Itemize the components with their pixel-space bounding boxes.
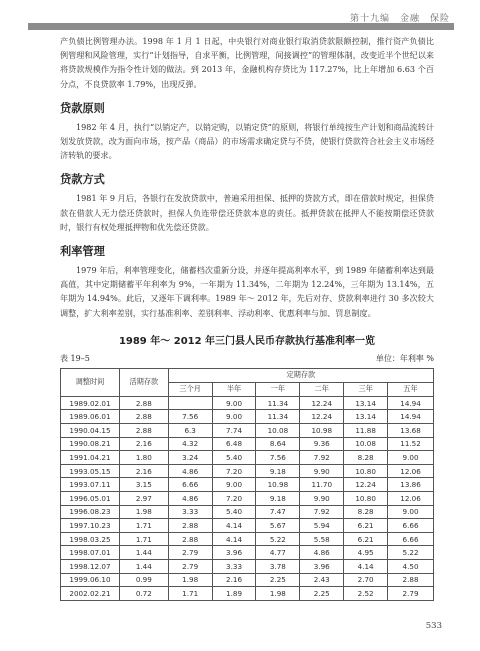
table-cell: 8.28 <box>344 505 388 519</box>
table-cell: 4.14 <box>212 532 256 546</box>
table-cell: 13.14 <box>344 410 388 424</box>
table-cell: 5.22 <box>388 546 434 560</box>
table-cell: 1.44 <box>119 559 168 573</box>
table-cell: 1.71 <box>119 519 168 533</box>
header-current-deposit: 活期存款 <box>119 368 168 396</box>
table-cell: 8.28 <box>344 451 388 465</box>
table-cell: 13.86 <box>388 478 434 492</box>
table-row <box>61 451 434 465</box>
table-cell: 10.98 <box>300 424 344 438</box>
table-cell: 6.3 <box>168 424 212 438</box>
table-cell: 10.80 <box>344 492 388 506</box>
table-cell: 7.47 <box>256 505 300 519</box>
table-cell: 9.00 <box>212 478 256 492</box>
table-cell: 4.86 <box>168 464 212 478</box>
table-row <box>61 410 434 424</box>
table-cell: 9.90 <box>300 492 344 506</box>
table-cell: 13.14 <box>344 396 388 410</box>
table-row <box>61 546 434 560</box>
table-cell: 7.20 <box>212 464 256 478</box>
table-cell: 2.79 <box>168 559 212 573</box>
table-cell: 5.22 <box>256 532 300 546</box>
running-header: 第十九编 金融 保险 <box>349 14 450 24</box>
table-cell: 7.92 <box>300 451 344 465</box>
table-row <box>61 424 434 438</box>
table-cell: 10.08 <box>256 424 300 438</box>
header-term-1-year: 一年 <box>256 382 300 396</box>
intro-paragraph: 产负债比例管理办法。1998 年 1 月 1 日起，中央银行对商业银行取消贷款限额控制，推行资产负债比例管理和风险管理，实行“计划指导，自求平衡，比例管理，间接调控”的管理体制，改变近半个世纪以来将贷款规模作为指令性计划的做法。到 2013 年，金融机构存贷比为 117.27%，比上年增加 6.63 个百分点，不良贷款率 1.79%，出现反弹。 <box>60 36 434 89</box>
table-title: 1989 年～ 2012 年三门县人民币存款执行基准利率一览 <box>118 335 376 347</box>
table-cell: 4.50 <box>388 559 434 573</box>
table-cell: 11.34 <box>256 410 300 424</box>
table-cell: 7.56 <box>256 451 300 465</box>
table-cell: 2.43 <box>300 573 344 587</box>
table-cell: 13.68 <box>388 424 434 438</box>
table-cell: 2.97 <box>119 492 168 506</box>
section-body-loan-methods: 1981 年 9 月后，各银行在发放贷款中，普遍采用担保、抵押的贷款方式，即在借款时规定，担保贷款在借款人无力偿还贷款时，担保人负连带偿还贷款本息的责任。抵押贷款在抵押人不能按期偿还贷款时，银行有权处理抵押物和优先偿还贷款。 <box>60 193 434 232</box>
table-cell: 1.71 <box>168 587 212 601</box>
page-number: 533 <box>425 621 442 631</box>
table-cell: 1997.10.23 <box>61 519 120 533</box>
table-cell: 9.00 <box>388 451 434 465</box>
table-cell: 5.58 <box>300 532 344 546</box>
table-cell: 12.06 <box>388 492 434 506</box>
table-cell: 0.99 <box>119 573 168 587</box>
table-cell: 4.14 <box>344 559 388 573</box>
table-cell: 14.94 <box>388 396 434 410</box>
table-cell: 9.00 <box>388 505 434 519</box>
table-row <box>61 532 434 546</box>
table-cell: 2.52 <box>344 587 388 601</box>
table-label: 表 19–5 <box>60 353 90 363</box>
table-cell: 4.77 <box>256 546 300 560</box>
table-cell: 1989.02.01 <box>61 396 120 410</box>
table-cell: 12.24 <box>300 410 344 424</box>
table-cell: 2.16 <box>119 464 168 478</box>
header-term-3-months: 三个月 <box>168 382 212 396</box>
table-cell: 3.96 <box>212 546 256 560</box>
table-cell: 2002.02.21 <box>61 587 120 601</box>
table-cell: 1996.08.23 <box>61 505 120 519</box>
table-row <box>61 505 434 519</box>
table-cell: 1990.04.15 <box>61 424 120 438</box>
table-cell: 4.32 <box>168 437 212 451</box>
table-cell: 10.80 <box>344 464 388 478</box>
table-cell: 9.18 <box>256 464 300 478</box>
table-row <box>61 492 434 506</box>
table-cell: 2.88 <box>168 519 212 533</box>
table-cell: 0.72 <box>119 587 168 601</box>
table-cell: 6.66 <box>388 532 434 546</box>
table-cell: 1996.05.01 <box>61 492 120 506</box>
interest-rate-table <box>60 368 434 601</box>
table-cell: 2.25 <box>300 587 344 601</box>
table-cell: 10.08 <box>344 437 388 451</box>
table-cell: 9.36 <box>300 437 344 451</box>
header-term-2-years: 二年 <box>300 382 344 396</box>
table-cell: 2.79 <box>168 546 212 560</box>
table-cell: 3.96 <box>300 559 344 573</box>
header-fixed-deposit: 定期存款 <box>168 368 433 382</box>
table-cell: 3.33 <box>168 505 212 519</box>
table-row <box>61 478 434 492</box>
table-row <box>61 437 434 451</box>
table-cell: 12.24 <box>300 396 344 410</box>
table-row <box>61 464 434 478</box>
table-cell: 6.21 <box>344 519 388 533</box>
table-cell: 1990.08.21 <box>61 437 120 451</box>
table-cell: 1998.07.01 <box>61 546 120 560</box>
table-cell: 1993.07.11 <box>61 478 120 492</box>
table-cell: 6.21 <box>344 532 388 546</box>
table-cell: 7.20 <box>212 492 256 506</box>
table-unit: 单位：年利率 % <box>375 353 434 363</box>
table-cell: 1.80 <box>119 451 168 465</box>
table-cell: 6.66 <box>168 478 212 492</box>
table-cell: 1998.12.07 <box>61 559 120 573</box>
table-cell: 4.95 <box>344 546 388 560</box>
table-cell: 11.70 <box>300 478 344 492</box>
table-cell: 11.88 <box>344 424 388 438</box>
table-cell: 7.56 <box>168 410 212 424</box>
table-cell: 10.98 <box>256 478 300 492</box>
table-cell: 9.00 <box>212 396 256 410</box>
table-cell: 1998.03.25 <box>61 532 120 546</box>
header-term-half-year: 半年 <box>212 382 256 396</box>
table-meta <box>60 353 434 364</box>
table-cell: 5.40 <box>212 505 256 519</box>
section-heading-loan-principles: 贷款原则 <box>60 101 105 115</box>
table-cell: 2.88 <box>388 573 434 587</box>
table-cell: 9.00 <box>212 410 256 424</box>
table-cell: 14.94 <box>388 410 434 424</box>
table-cell: 3.15 <box>119 478 168 492</box>
table-cell: 2.88 <box>119 410 168 424</box>
table-cell: 3.78 <box>256 559 300 573</box>
table-cell: 2.25 <box>256 573 300 587</box>
table-cell: 2.16 <box>119 437 168 451</box>
table-cell: 12.24 <box>344 478 388 492</box>
section-body-loan-principles: 1982 年 4 月，执行“以销定产，以销定购，以销定贷”的原则，将银行单纯按生产计划和商品流转计划发放贷款，改为面向市场，按产品（商品）的市场需求确定贷与不贷，使银行贷款符合社会主义市场经济转轨的要求。 <box>60 121 434 161</box>
section-heading-loan-methods: 贷款方式 <box>60 173 105 187</box>
table-cell: 1.98 <box>119 505 168 519</box>
table-cell: 1.71 <box>119 532 168 546</box>
table-cell: 7.74 <box>212 424 256 438</box>
section-body-interest-management: 1979 年后，利率管理变化，储蓄档次重新分设，并逐年提高利率水平，到 1989 年储蓄利率达到最高值，其中定期储蓄平年利率为 9%，一年期为 11.34%，二年期为 12.24%，三年期为 13.14%，五年期为 14.94%。此后，又逐年下调利率。1989 年～ 2012 年，先后对存、贷款利率进行 30 多次较大调整，扩大利率差别，实行基准利率、差别利率、浮动利率、优惠利率与加、罚息制度。 <box>60 265 434 318</box>
header-term-5-years: 五年 <box>388 382 434 396</box>
table-cell: 4.86 <box>168 492 212 506</box>
table-cell: 2.79 <box>388 587 434 601</box>
table-cell: 2.88 <box>119 424 168 438</box>
table-cell: 1.98 <box>168 573 212 587</box>
table-cell: 4.86 <box>300 546 344 560</box>
table-cell: 1.98 <box>256 587 300 601</box>
table-cell: 6.48 <box>212 437 256 451</box>
table-row <box>61 573 434 587</box>
table-cell: 5.67 <box>256 519 300 533</box>
table-cell: 12.06 <box>388 464 434 478</box>
table-cell: 9.18 <box>256 492 300 506</box>
table-cell: 8.64 <box>256 437 300 451</box>
table-cell: 1.44 <box>119 546 168 560</box>
table-row <box>61 396 434 410</box>
table-cell: 5.40 <box>212 451 256 465</box>
table-cell: 2.88 <box>119 396 168 410</box>
table-cell <box>168 396 212 410</box>
table-cell: 6.66 <box>388 519 434 533</box>
table-cell: 1.89 <box>212 587 256 601</box>
section-heading-interest-management: 利率管理 <box>60 245 105 259</box>
table-cell: 1999.06.10 <box>61 573 120 587</box>
table-cell: 7.92 <box>300 505 344 519</box>
table-row <box>61 559 434 573</box>
table-cell: 1991.04.21 <box>61 451 120 465</box>
header-rule <box>28 23 454 30</box>
page-body <box>60 34 434 601</box>
table-cell: 2.70 <box>344 573 388 587</box>
table-cell: 1989.06.01 <box>61 410 120 424</box>
table-cell: 9.90 <box>300 464 344 478</box>
table-cell: 3.24 <box>168 451 212 465</box>
table-cell: 2.16 <box>212 573 256 587</box>
table-row <box>61 587 434 601</box>
table-cell: 2.88 <box>168 532 212 546</box>
table-row <box>61 519 434 533</box>
table-cell: 3.33 <box>212 559 256 573</box>
table-cell: 5.94 <box>300 519 344 533</box>
header-term-3-years: 三年 <box>344 382 388 396</box>
table-cell: 4.14 <box>212 519 256 533</box>
table-cell: 1993.05.15 <box>61 464 120 478</box>
table-cell: 11.34 <box>256 396 300 410</box>
header-adjust-date: 调整时间 <box>61 368 120 396</box>
table-cell: 11.52 <box>388 437 434 451</box>
